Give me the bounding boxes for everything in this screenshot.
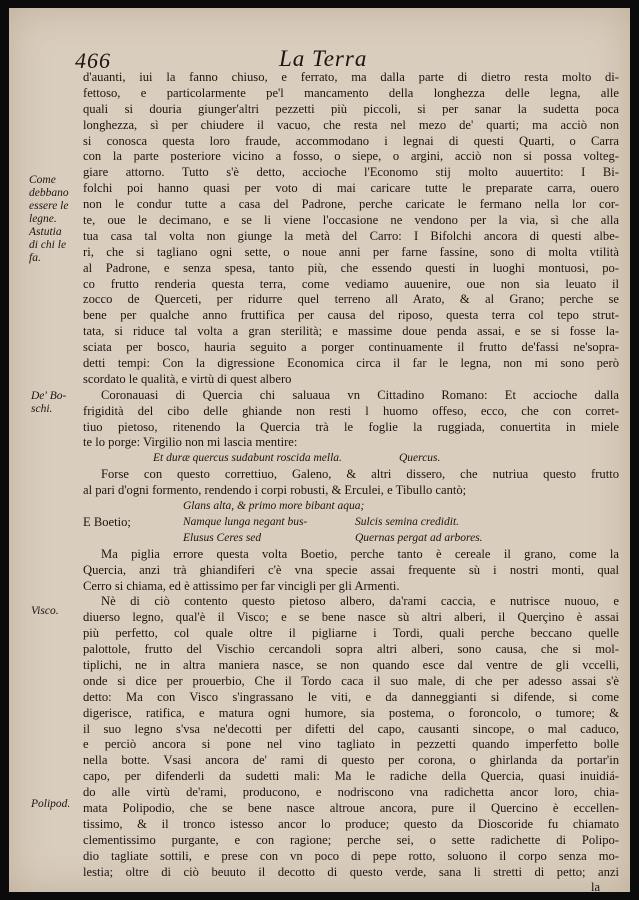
- verse-text: Et duræ quercus sudabunt roscida mella.: [153, 452, 342, 465]
- text-line: fettoso, e particolarmente pe'l mancamento della longhezza delle legna, alle: [83, 85, 619, 100]
- text-line: mata Polipodio, che se bene nasce altroue ancora, pure il Quercino è eccellen-: [83, 800, 619, 815]
- text-line: detti tempi: Con la digressione Economica circa il far le legna, non mi sono però: [83, 356, 619, 371]
- margin-note-come-debbano: Come debbano essere le legne. Astutia di chi le fa.: [29, 174, 69, 264]
- text-line: Quercia, anzi trà ghiandiferi c'è vna specie assai frequente sù i nostri monti, qual: [83, 562, 619, 577]
- page-number: 466: [75, 48, 111, 73]
- text-line: te lo porge: Virgilio non mi lascia mentire:: [83, 435, 298, 450]
- text-line: tiuo pietoso, ritenendo la Quercia trà le foglie la ruggiada, conuertita in miele: [83, 419, 619, 434]
- verse-tag: Quercus.: [399, 452, 441, 465]
- boetio-label: E Boetio;: [83, 514, 131, 529]
- text-line: palottole, frutto del Vischio cercandoli sopra altri alberi, sono causa, che si mol-: [83, 642, 619, 657]
- text-line: bene per qualche anno fruttifica per causa del riposo, questa terra col tepo strut-: [83, 308, 619, 323]
- verse-text: Elusus Ceres sed: [183, 531, 262, 544]
- text-line: scordato le qualità, e virtù di quest albero: [83, 371, 292, 386]
- text-line: detto: Ma con Visco s'ingrassano le viti, e da danneggianti si difende, si come: [83, 689, 619, 704]
- text-line: al Padrone, e senza spesa, tanto più, che essendo questi in luoghi montuosi, po-: [83, 260, 619, 275]
- text-line: zocco de Querceti, per ridurre quel terreno all Arato, & al Grano; perche se: [83, 292, 619, 307]
- text-line: tata, si riduce tal volta a gran sterilità; e massime doue penda assai, e se si fosse la-: [83, 324, 619, 339]
- text-line: diuerso legno, qual'è il Visco; e se bene nasce sù altri alberi, il Querçino è assai: [83, 610, 619, 625]
- text-line: con la parte posteriore vicino a fosso, o siepe, o argini, acciò non si possa volteg-: [83, 149, 619, 164]
- text-line: sciata per bosco, hauria seguito a porger continuamente il frutto de'fassi ne'sopra-: [83, 340, 619, 355]
- text-body: [83, 70, 619, 892]
- text-line: non le condur tutte a casa del Padrone, perche caricate le fermano nella lor cor-: [83, 197, 619, 212]
- text-line: al pari d'ogni formento, rendendo i corpi robusti, & Erculei, e Tibullo cantò;: [83, 483, 467, 498]
- text-line: digerisce, ratifica, e matura ogni humore, sia postema, o foroncolo, o tumore; &: [83, 705, 619, 720]
- verse-tibullo: [83, 499, 619, 515]
- text-line: frigidità del cibo delle ghiande non resti l huomo offeso, ecco, che con corret-: [83, 403, 619, 418]
- text-line: più perfetto, col quale oltre il pigliarne i Tordi, quali perche beccano quelle: [83, 626, 619, 641]
- text-line: clementissimo purgante, e con ragione; perche sei, o sette radichette di Polipo-: [83, 832, 619, 847]
- catchword: la: [591, 880, 601, 892]
- text-line: te, oue le decimano, e se li viene l'occasione ne vendono per la via, sì che alla: [83, 213, 619, 228]
- verse-text: Quernas pergat ad arbores.: [355, 531, 483, 544]
- text-line: dio tagliate sottili, e prese con vn poco di pepe rotto, soluono il corpo senza mo-: [83, 848, 619, 863]
- margin-note-visco: Visco.: [31, 605, 59, 617]
- text-line: d'auanti, iui la fanno chiuso, e ferrato, ma dalla parte di dietro resta molto di-: [83, 70, 619, 84]
- text-line: Forse con questo correttiuo, Galeno, & altri dissero, che nutriua questo frutto: [101, 467, 619, 482]
- text-line: nella botte. Vsasi ancora de' rami di questo per corona, o ghirlanda da portar'in: [83, 753, 619, 768]
- verse-boetio-2: [83, 531, 619, 547]
- text-line: do alle virtù de'rami, producono, e nodriscono vna radichetta ancor loro, chia-: [83, 785, 619, 800]
- text-line: onde si dice per prouerbio, Che il Tordo caca il suo male, di che per adesso assai s'è: [83, 673, 619, 688]
- text-line: lestia; oltre di ciò beuuto il decotto di questo verde, sana li stretti di petto; anzi: [83, 864, 619, 879]
- text-line: capo, per difenderli da sudetti mali: Ma le radiche della Quercia, quasi inuidiá-: [83, 769, 619, 784]
- text-line: il suo legno s'vsa ne'decotti per difetti del capo, causanti sincope, o mal caduco,: [83, 721, 619, 736]
- text-line: tiplichi, ne in altra maniera nasce, se non quando esce dal ventre de gli vccelli,: [83, 657, 619, 672]
- text-line: longhezza, sì per chiudere il vacuo, che resta nel mezo de' quarti; ma acciò non: [83, 117, 619, 132]
- text-line: tissimo, & il tronco istesso ancor lo produce; questo da Dioscoride fu chiamato: [83, 816, 619, 831]
- verse-text: Namque lunga negant bus-: [183, 515, 308, 528]
- text-line: ri, che si tagliano ogni sette, o noue anni per farne fassine, sono di molta vtilità: [83, 244, 619, 259]
- text-line: tua casa tal volta non giunge la metà del Carro: I Bifolchi ancora di questi albe-: [83, 228, 619, 243]
- text-line: si conosca questa loro fraude, accommodano i legnai di questi Quarti, o Carra: [83, 133, 619, 148]
- text-line: quali si douria giunger'altri pezzetti più piccoli, si per sanar la sudetta poca: [83, 101, 619, 116]
- running-title: La Terra: [279, 46, 368, 71]
- book-page: [9, 8, 630, 892]
- text-line: e perciò ancora si pone nel vino tagliato in pezzetti quando imperfetto bolle: [83, 737, 619, 752]
- text-line: Nè di ciò contento questo pietoso albero, da'rami caccia, e nutrisce nuouo, e: [101, 594, 619, 609]
- margin-note-boschi: De' Bo- schi.: [31, 390, 67, 415]
- verse-text: Sulcis semina credidit.: [355, 515, 460, 528]
- verse-boetio-1: [83, 515, 619, 531]
- text-line: Ma piglia errore questa volta Boetio, perche tanto è cereale il grano, come la: [101, 546, 619, 561]
- verse-virgil: [83, 451, 619, 467]
- text-line: Cerro si chiama, ed è attissimo per far vincigli per gli Armenti.: [83, 578, 400, 593]
- text-line: giare attorno. Tutto s'è detto, accioche l'Economo stij molto auuertito: I Bi-: [83, 165, 619, 180]
- text-line: co frutto renderia questa terra, come vediamo auuenire, oue non sia leuato il: [83, 276, 619, 291]
- margin-note-polipod: Polipod.: [31, 798, 71, 810]
- verse-text: Glans alta, & primo more bibant aqua;: [183, 500, 365, 513]
- text-line: folchi poi hanno quasi per voto di mai caricare tutte le preparate carra, ouero: [83, 181, 619, 196]
- text-line: Coronauasi di Quercia chi saluaua vn Cittadino Romano: Et accioche dalla: [101, 387, 619, 402]
